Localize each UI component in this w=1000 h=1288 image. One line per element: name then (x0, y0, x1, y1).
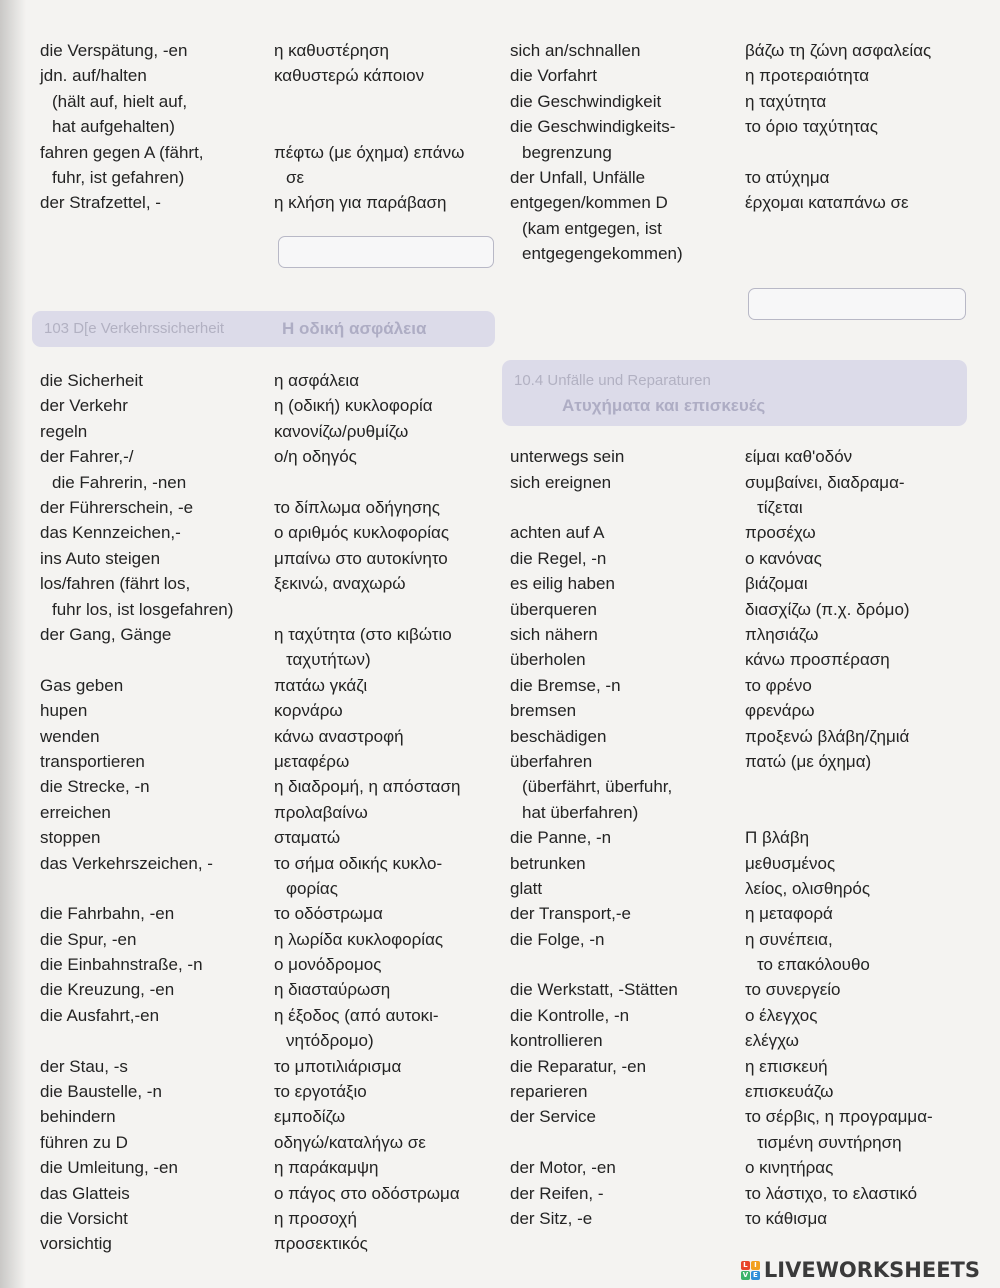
vocab-entry: die Reparatur, -en (510, 1056, 647, 1076)
vocab-entry: ο πάγος στο οδόστρωμα (274, 1183, 460, 1203)
vocab-entry (745, 292, 933, 317)
vocab-entry: überqueren (510, 599, 597, 619)
section-103-title-greek: Η οδική ασφάλεια (282, 319, 427, 338)
vocab-entry: die Vorfahrt (510, 66, 597, 86)
vocab-entry: καθυστερώ κάποιον (274, 66, 425, 86)
vocab-entry: προλαβαίνω (274, 802, 368, 822)
vocab-entry: der Service (510, 1107, 596, 1127)
vocab-entry (745, 140, 933, 165)
vocab-entry (510, 267, 683, 292)
vocab-entry (745, 368, 933, 393)
vocab-entry (745, 393, 933, 418)
vocab-entry (510, 343, 683, 368)
vocab-entry: το σήμα οδικής κυκλο- (274, 853, 443, 873)
vocab-entry: το ατύχημα (745, 167, 830, 187)
vocab-entry: (überfährt, überfuhr, (522, 777, 673, 797)
vocab-entry: η λωρίδα κυκλοφορίας (274, 929, 444, 949)
vocab-entry: die Kontrolle, -n (510, 1005, 630, 1025)
vocab-entry: fahren gegen A (fährt, (40, 142, 204, 162)
vocab-entry (274, 317, 464, 342)
vocab-entry (510, 1130, 683, 1155)
vocab-entry: die Geschwindigkeit (510, 91, 662, 111)
vocab-entry: ins Auto steigen (40, 548, 161, 568)
vocab-entry: τισμένη συντήρηση (757, 1132, 902, 1152)
vocab-entry: συμβαίνει, διαδραμα- (745, 472, 905, 492)
vocab-entry: μεθυσμένος (745, 853, 836, 873)
greek-column-right (745, 38, 933, 1231)
vocab-entry: μεταφέρω (274, 751, 350, 771)
vocab-entry: μπαίνω στο αυτοκίνητο (274, 548, 448, 568)
vocab-entry: η ταχύτητα (στο κιβώτιο (274, 624, 452, 644)
vocab-entry (745, 774, 933, 799)
vocab-entry: η καθυστέρηση (274, 41, 389, 60)
vocab-entry (745, 800, 933, 825)
vocab-entry: die Ausfahrt,-en (40, 1005, 160, 1025)
vocab-entry (745, 216, 933, 241)
vocab-entry: τίζεται (757, 498, 803, 518)
vocab-entry (745, 241, 933, 266)
vocab-entry: το μποτιλιάρισμα (274, 1056, 402, 1076)
vocab-entry: der Gang, Gänge (40, 624, 172, 644)
vocab-entry: επισκευάζω (745, 1082, 834, 1102)
vocab-entry: die Werkstatt, -Stätten (510, 980, 678, 1000)
vocab-entry: ταχυτήτων) (286, 650, 371, 670)
vocab-entry (274, 89, 464, 114)
vocab-entry: το όριο ταχύτητας (745, 117, 878, 137)
vocab-entry: überfahren (510, 751, 593, 771)
vocab-entry: πατώ (με όχημα) (745, 751, 872, 771)
vocab-entry: die Verspätung, -en (40, 41, 188, 60)
vocab-entry (274, 597, 464, 622)
vocab-entry: (kam entgegen, ist (522, 218, 662, 238)
vocab-entry: jdn. auf/halten (40, 66, 147, 86)
vocab-entry: (hält auf, hielt auf, (52, 91, 188, 111)
vocab-entry: ο μονόδρομος (274, 955, 382, 975)
vocab-entry: κάνω προσπέραση (745, 650, 890, 670)
vocab-entry (510, 495, 683, 520)
section-104-title-greek: Ατυχήματα και επισκευές (562, 396, 766, 415)
vocab-entry: sich nähern (510, 624, 598, 644)
vocab-entry: η συνέπεια, (745, 929, 833, 949)
logo-text: LIVEWORKSHEETS (763, 1258, 980, 1282)
vocab-entry: glatt (510, 878, 543, 898)
vocab-entry (274, 470, 464, 495)
vocab-entry: der Verkehr (40, 396, 128, 416)
vocab-entry: die Fahrerin, -nen (52, 472, 187, 492)
vocab-entry: κανονίζω/ρυθμίζω (274, 421, 409, 441)
vocab-entry: das Verkehrszeichen, - (40, 853, 213, 873)
section-103-title: 103 D[e Verkehrssicherheit (44, 320, 225, 337)
vocab-entry: regeln (40, 421, 88, 441)
vocab-entry (510, 317, 683, 342)
vocab-entry: der Stau, -s (40, 1056, 128, 1076)
vocab-entry (745, 267, 933, 292)
logo-mark-icon: L I V E (741, 1261, 760, 1280)
vocab-entry: entgegen/kommen D (510, 193, 668, 213)
vocab-entry: beschädigen (510, 726, 607, 746)
vocab-entry: sich an/schnallen (510, 41, 641, 60)
vocab-entry (40, 876, 233, 901)
vocab-entry: η ταχύτητα (745, 91, 827, 111)
vocab-entry (745, 317, 933, 342)
vocab-entry (40, 343, 233, 368)
vocab-entry: σταματώ (274, 828, 341, 848)
vocab-entry (510, 368, 683, 393)
vocab-entry: η διασταύρωση (274, 980, 391, 1000)
vocab-entry: εμποδίζω (274, 1107, 346, 1127)
vocab-entry: κάνω αναστροφή (274, 726, 404, 746)
vocab-entry (40, 1028, 233, 1053)
vocab-entry: λείος, ολισθηρός (745, 878, 871, 898)
vocab-entry: διασχίζω (π.χ. δρόμο) (745, 599, 910, 619)
vocab-entry: die Baustelle, -n (40, 1082, 162, 1102)
vocab-entry (274, 267, 464, 292)
vocab-entry: es eilig haben (510, 574, 615, 594)
vocab-entry: το λάστιχο, το ελαστικό (745, 1183, 918, 1203)
vocab-entry: behindern (40, 1107, 116, 1127)
vocab-entry: achten auf A (510, 523, 605, 543)
vocab-entry: Gas geben (40, 675, 124, 695)
vocab-entry: η παράκαμψη (274, 1158, 379, 1178)
vocab-entry: hupen (40, 701, 88, 721)
vocab-entry: ο έλεγχος (745, 1005, 818, 1025)
vocab-entry: βάζω τη ζώνη ασφαλείας (745, 41, 932, 60)
vocab-entry: ο αριθμός κυκλοφορίας (274, 523, 450, 543)
vocab-entry: η διαδρομή, η απόσταση (274, 777, 461, 797)
vocab-entry: reparieren (510, 1082, 588, 1102)
vocab-entry: los/fahren (fährt los, (40, 574, 191, 594)
vocab-entry: κορνάρω (274, 701, 343, 721)
vocab-entry: η έξοδος (από αυτοκι- (274, 1005, 439, 1025)
vocab-entry: betrunken (510, 853, 586, 873)
vocab-entry: überholen (510, 650, 586, 670)
vocab-entry (745, 419, 933, 444)
vocab-entry: η μεταφορά (745, 904, 833, 924)
vocab-entry: die Regel, -n (510, 548, 607, 568)
vocab-entry: der Sitz, -e (510, 1208, 593, 1228)
vocab-entry (274, 216, 464, 241)
vocab-entry (40, 267, 233, 292)
vocab-entry: vorsichtig (40, 1234, 112, 1254)
vocab-entry: das Kennzeichen,- (40, 523, 181, 543)
section-104-title: 10.4 Unfälle und Reparaturen (514, 372, 711, 389)
vocab-entry (40, 292, 233, 317)
vocab-entry: der Motor, -en (510, 1158, 616, 1178)
vocab-entry (510, 419, 683, 444)
liveworksheets-logo (741, 1258, 980, 1282)
vocab-entry: προξενώ βλάβη/ζημιά (745, 726, 910, 746)
vocab-entry: der Transport,-e (510, 904, 631, 924)
vocab-entry (40, 216, 233, 241)
vocab-entry: die Spur, -en (40, 929, 137, 949)
vocab-entry: το φρένο (745, 675, 812, 695)
vocab-entry (40, 317, 233, 342)
vocab-entry (274, 241, 464, 266)
vocab-entry: το σέρβις, η προγραμμα- (745, 1107, 933, 1127)
vocab-entry: das Glatteis (40, 1183, 130, 1203)
page-gutter-shadow (0, 0, 26, 1288)
vocab-entry: ελέγχω (745, 1031, 799, 1051)
vocab-entry: der Unfall, Unfälle (510, 167, 646, 187)
vocab-entry (40, 647, 233, 672)
vocab-entry: ξεκινώ, αναχωρώ (274, 574, 406, 594)
vocab-entry (274, 114, 464, 139)
vocab-entry: προσέχω (745, 523, 816, 543)
vocab-entry (274, 292, 464, 317)
vocab-entry: die Fahrbahn, -en (40, 904, 175, 924)
vocab-entry: die Geschwindigkeits- (510, 117, 676, 137)
vocab-entry: der Strafzettel, - (40, 193, 161, 213)
vocab-entry: Π βλάβη (745, 828, 810, 848)
vocab-entry: bremsen (510, 701, 577, 721)
vocab-entry: der Führerschein, -e (40, 498, 194, 518)
vocab-entry: wenden (40, 726, 100, 746)
vocab-entry (510, 292, 683, 317)
vocab-entry: το δίπλωμα οδήγησης (274, 498, 440, 518)
vocab-entry: kontrollieren (510, 1031, 603, 1051)
vocab-entry: πατάω γκάζι (274, 675, 368, 695)
vocab-entry: πλησιάζω (745, 624, 819, 644)
vocab-entry: η (οδική) κυκλοφορία (274, 396, 433, 416)
vocab-entry: entgegengekommen) (522, 244, 683, 264)
vocab-entry: βιάζομαι (745, 574, 808, 594)
vocab-entry (510, 952, 683, 977)
vocab-entry: begrenzung (522, 142, 612, 162)
vocab-entry: έρχομαι καταπάνω σε (745, 193, 909, 213)
vocab-entry: είμαι καθ'οδόν (745, 447, 853, 467)
vocab-entry: die Strecke, -n (40, 777, 150, 797)
vocab-entry: νητόδρομο) (286, 1031, 374, 1051)
vocab-entry: unterwegs sein (510, 447, 625, 467)
vocab-entry: stoppen (40, 828, 101, 848)
vocab-entry: die Sicherheit (40, 371, 144, 391)
vocab-entry: το εργοτάξιο (274, 1082, 367, 1102)
vocab-entry: το συνεργείο (745, 980, 841, 1000)
vocab-entry (510, 393, 683, 418)
vocab-entry: φρενάρω (745, 701, 815, 721)
vocab-entry: ο/η οδηγός (274, 447, 357, 467)
vocab-entry: σε (286, 167, 305, 187)
vocab-entry (274, 343, 464, 368)
vocab-entry: die Umleitung, -en (40, 1158, 178, 1178)
greek-column-left (274, 38, 464, 1257)
vocab-entry: die Einbahnstraße, -n (40, 955, 203, 975)
vocab-entry: fuhr, ist gefahren) (52, 167, 185, 187)
vocab-entry: φορίας (286, 878, 338, 898)
vocab-entry: die Vorsicht (40, 1208, 128, 1228)
vocab-entry: η ασφάλεια (274, 371, 360, 391)
vocab-entry: erreichen (40, 802, 111, 822)
vocab-entry: der Fahrer,-/ (40, 447, 134, 467)
german-column-right (510, 38, 683, 1231)
vocab-entry: πέφτω (με όχημα) επάνω (274, 142, 465, 162)
vocab-entry: sich ereignen (510, 472, 612, 492)
vocab-entry: η προτεραιότητα (745, 66, 870, 86)
german-column-left (40, 38, 233, 1257)
vocab-entry: ο κανόνας (745, 548, 822, 568)
vocab-entry: το κάθισμα (745, 1208, 828, 1228)
vocab-entry: προσεκτικός (274, 1234, 368, 1254)
vocab-entry (745, 343, 933, 368)
vocab-entry: führen zu D (40, 1132, 128, 1152)
vocab-entry: η επισκευή (745, 1056, 828, 1076)
vocab-entry: transportieren (40, 751, 145, 771)
vocab-entry (40, 241, 233, 266)
vocab-entry: ο κινητήρας (745, 1158, 834, 1178)
vocab-entry: το επακόλουθο (757, 955, 870, 975)
vocab-entry: die Bremse, -n (510, 675, 621, 695)
vocab-entry: οδηγώ/καταλήγω σε (274, 1132, 426, 1152)
vocab-entry: το οδόστρωμα (274, 904, 383, 924)
vocab-entry: η προσοχή (274, 1208, 357, 1228)
vocab-entry: die Kreuzung, -en (40, 980, 175, 1000)
vocab-entry: der Reifen, - (510, 1183, 604, 1203)
vocab-entry: die Folge, -n (510, 929, 605, 949)
vocab-entry: η κλήση για παράβαση (274, 193, 447, 213)
vocab-entry: fuhr los, ist losgefahren) (52, 599, 234, 619)
vocab-entry: die Panne, -n (510, 828, 612, 848)
vocab-entry: hat aufgehalten) (52, 117, 175, 137)
vocab-entry: hat überfahren) (522, 802, 639, 822)
